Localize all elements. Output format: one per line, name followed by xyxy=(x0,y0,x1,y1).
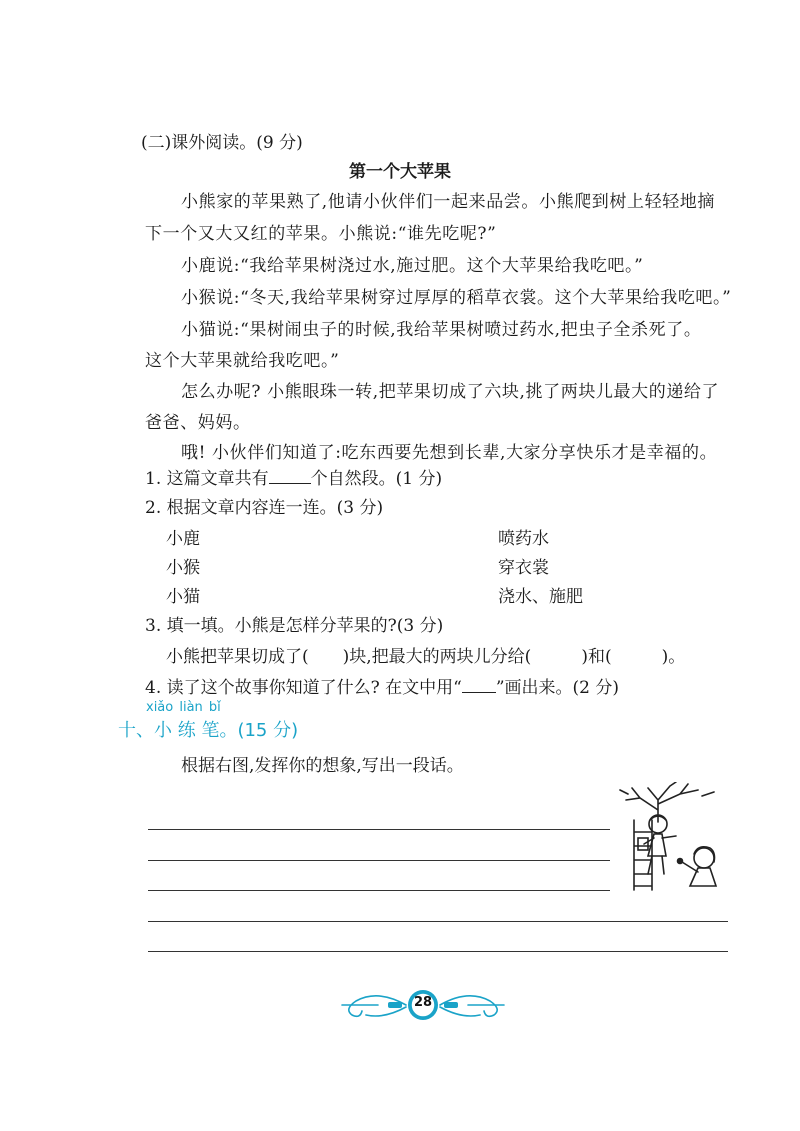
reading-heading: (二)课外阅读。(9 分) xyxy=(141,133,303,153)
writing-line-1[interactable] xyxy=(148,829,610,830)
writing-line-2[interactable] xyxy=(148,860,610,861)
story-line-3: 小鹿说:“我给苹果树浇过水,施过肥。这个大苹果给我吃吧。” xyxy=(181,256,644,276)
match-left-3[interactable]: 小猫 xyxy=(166,587,200,607)
q3-part-a: 小熊把苹果切成了( xyxy=(166,647,309,667)
practice-instruction: 根据右图,发挥你的想象,写出一段话。 xyxy=(181,756,464,776)
story-line-8: 爸爸、妈妈。 xyxy=(145,413,251,433)
story-line-6: 这个大苹果就给我吃吧。” xyxy=(145,351,340,371)
match-right-1[interactable]: 喷药水 xyxy=(498,529,549,549)
match-left-1[interactable]: 小鹿 xyxy=(166,529,200,549)
match-left-2[interactable]: 小猴 xyxy=(166,558,200,578)
question-2: 2. 根据文章内容连一连。(3 分) xyxy=(145,498,384,518)
story-line-2: 下一个又大又红的苹果。小熊说:“谁先吃呢?” xyxy=(145,224,497,244)
q4-underline-sample xyxy=(462,678,496,693)
question-1 xyxy=(145,464,442,489)
question-3-fill xyxy=(166,642,685,667)
story-line-7: 怎么办呢? 小熊眼珠一转,把苹果切成了六块,挑了两块儿最大的递给了 xyxy=(181,382,720,402)
story-title: 第一个大苹果 xyxy=(349,162,451,182)
story-line-4: 小猴说:“冬天,我给苹果树穿过厚厚的稻草衣裳。这个大苹果给我吃吧。” xyxy=(181,288,732,308)
page-number: 28 xyxy=(413,995,433,1010)
writing-line-4[interactable] xyxy=(148,921,728,922)
story-line-9: 哦! 小伙伴们知道了:吃东西要先想到长辈,大家分享快乐才是幸福的。 xyxy=(181,443,718,463)
writing-line-5[interactable] xyxy=(148,951,728,952)
section-pinyin: xiǎo liàn bǐ xyxy=(146,700,221,715)
question-4 xyxy=(145,673,619,698)
story-line-5: 小猫说:“果树闹虫子的时候,我给苹果树喷过药水,把虫子全杀死了。 xyxy=(181,320,702,340)
q1-answer-blank[interactable] xyxy=(269,469,311,484)
question-3: 3. 填一填。小熊是怎样分苹果的?(3 分) xyxy=(145,616,444,636)
q1-prefix: 1. 这篇文章共有 xyxy=(145,469,269,489)
q1-suffix: 个自然段。(1 分) xyxy=(310,469,443,489)
writing-line-3[interactable] xyxy=(148,890,610,891)
match-right-2[interactable]: 穿衣裳 xyxy=(498,558,549,578)
match-right-3[interactable]: 浇水、施肥 xyxy=(498,587,583,607)
story-line-1: 小熊家的苹果熟了,他请小伙伴们一起来品尝。小熊爬到树上轻轻地摘 xyxy=(181,192,716,212)
q3-part-b: )块,把最大的两块儿分给( xyxy=(342,647,532,667)
q3-part-d: )。 xyxy=(661,647,686,667)
illustration-children-tree xyxy=(618,782,726,892)
q4-prefix: 4. 读了这个故事你知道了什么? 在文中用“ xyxy=(145,678,462,698)
q3-part-c: )和( xyxy=(581,647,612,667)
q4-suffix: ”画出来。(2 分) xyxy=(495,678,620,698)
section-title: 十、小 练 笔。(15 分) xyxy=(118,720,299,741)
